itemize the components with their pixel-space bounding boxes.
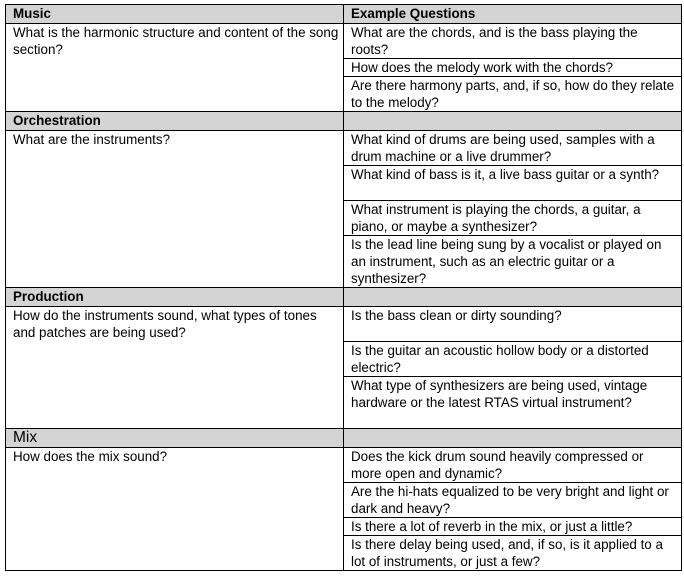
table-row	[6, 307, 682, 342]
example-cell: Are the hi-hats equalized to be very bright and light or dark and heavy?	[344, 483, 682, 518]
example-cell: What are the chords, and is the bass playing the roots?	[344, 24, 682, 59]
section-header-row	[6, 288, 682, 307]
example-cell: Is there a lot of reverb in the mix, or just a little?	[344, 518, 682, 536]
table-header-row	[6, 5, 682, 24]
example-cell: Is there delay being used, and, if so, is it applied to a lot of instruments, or just a few?	[344, 536, 682, 571]
section-title-mix: Mix	[6, 429, 344, 448]
document-page	[5, 4, 681, 571]
question-cell: What are the instruments?	[6, 131, 344, 288]
section-header-empty	[344, 288, 682, 307]
example-cell: Does the kick drum sound heavily compressed or more open and dynamic?	[344, 448, 682, 483]
section-header-empty	[344, 112, 682, 131]
example-cell: What kind of bass is it, a live bass guitar or a synth?	[344, 166, 682, 201]
example-cell: Is the bass clean or dirty sounding?	[344, 307, 682, 342]
section-header-row	[6, 112, 682, 131]
example-cell: What instrument is playing the chords, a guitar, a piano, or maybe a synthesizer?	[344, 201, 682, 236]
example-cell: What kind of drums are being used, samples with a drum machine or a live drummer?	[344, 131, 682, 166]
section-header-empty	[344, 429, 682, 448]
example-cell: Is the lead line being sung by a vocalist or played on an instrument, such as an electric guitar or a synthesizer?	[344, 236, 682, 288]
table-row	[6, 448, 682, 483]
questions-table	[5, 4, 682, 571]
section-header-row	[6, 429, 682, 448]
section-title-production: Production	[6, 288, 344, 307]
header-music: Music	[6, 5, 344, 24]
example-cell: What type of synthesizers are being used, vintage hardware or the latest RTAS virtual instrument?	[344, 377, 682, 429]
example-cell: Is the guitar an acoustic hollow body or a distorted electric?	[344, 342, 682, 377]
table-row	[6, 131, 682, 166]
example-cell: Are there harmony parts, and, if so, how do they relate to the melody?	[344, 77, 682, 112]
header-example-questions: Example Questions	[344, 5, 682, 24]
question-cell: How does the mix sound?	[6, 448, 344, 571]
question-cell: What is the harmonic structure and content of the song section?	[6, 24, 344, 112]
question-cell: How do the instruments sound, what types of tones and patches are being used?	[6, 307, 344, 429]
table-row	[6, 24, 682, 59]
section-title-orchestration: Orchestration	[6, 112, 344, 131]
example-cell: How does the melody work with the chords?	[344, 59, 682, 77]
